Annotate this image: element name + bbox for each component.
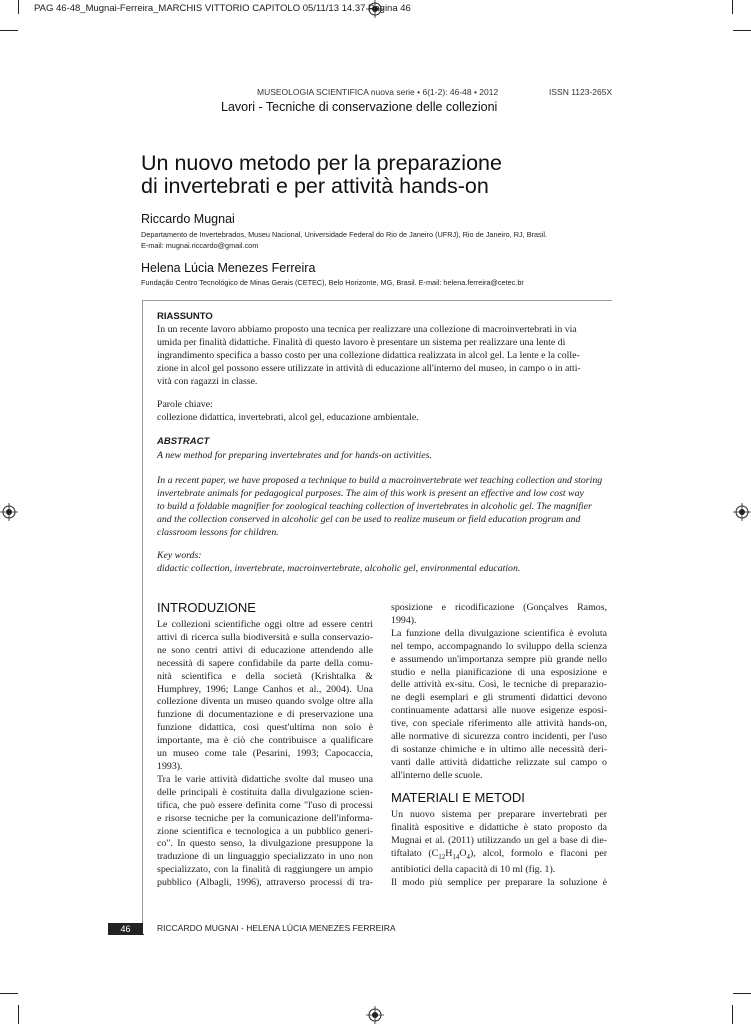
crop-mark bbox=[733, 993, 751, 994]
abstract-text: In a recent paper, we have proposed a technique to build a macroinvertebrate wet teaching collection and storing invertebrate animals for pedagogical purposes. The aim of this work is present an effective and low cost way to build a foldable magnifier for zoological teaching collection of invertebrates in alcoholic gel. The magnifier and the collection conserved in alcoholic gel can be used to realize museum or field education program and classroom lessons for children. bbox=[157, 475, 603, 538]
abstract-box-border bbox=[142, 300, 143, 582]
crop-mark bbox=[0, 30, 18, 31]
text-line: delle attività ex-situ. Così, le tecniche di preparazio- bbox=[391, 679, 607, 691]
text-line: pubblico (Albagli, 1996), attraverso processi di tra- bbox=[157, 877, 373, 889]
materiali-metodi-heading: MATERIALI E METODI bbox=[391, 790, 525, 805]
text-line: tive, con speciale riferimento alle attività hands-on, bbox=[391, 718, 607, 730]
footer-rule bbox=[108, 934, 144, 935]
section-heading: Lavori - Tecniche di conservazione delle collezioni bbox=[221, 100, 498, 114]
text-line: ne sono centri attivi di educazione attendendo alle bbox=[157, 644, 373, 656]
text-line: tifica, che può essere definita come "l'uso di processi bbox=[157, 799, 373, 811]
text-line: di sostanze chimiche e in ultimo alle necessità deri- bbox=[391, 743, 607, 755]
text-line: traduzione di un linguaggio specializzato in uno non bbox=[157, 851, 373, 863]
text-line: Humphrey, 1996; Lange Canhos et al., 2004). Una bbox=[157, 683, 373, 695]
abstract-subtitle: A new method for preparing invertebrates and for hands-on activities. bbox=[157, 450, 432, 461]
column-rule bbox=[142, 582, 143, 932]
text-line: necessità di sapere confidabile da parte della comu- bbox=[157, 657, 373, 669]
text-line: 1994). bbox=[391, 614, 417, 626]
text-line: sposizione e ricodificazione (Gonçalves Ramos, bbox=[391, 602, 607, 613]
introduzione-heading: INTRODUZIONE bbox=[157, 600, 256, 615]
materiali-metodi-text: Un nuovo sistema per preparare invertebrati per finalità espositive e didattiche è stato proposto da Mugnai et al. (2011) utilizzando un gel a base di die- tiftalato $(C_{12}H_{14}O_4)$, alcol, formolo e flaconi per antibiotici della capacità di 10 ml (fig. 1). Il modo più semplice per preparare la soluzione è bbox=[391, 809, 607, 888]
crop-mark bbox=[18, 0, 19, 14]
text-line: importante, ma è ciò che contribuisce a qualificare bbox=[157, 735, 373, 747]
journal-citation: MUSEOLOGIA SCIENTIFICA nuova serie • 6(1-2): 46-48 • 2012 bbox=[257, 87, 499, 97]
text-line: continuamente adattarsi alle nuove esigenze esposi- bbox=[391, 705, 607, 717]
text-line: Tra le varie attività didattiche svolte dal museo una bbox=[157, 773, 373, 785]
riassunto-text: In un recente lavoro abbiamo proposto una tecnica per realizzare una collezione di macroinvertebrati in via umida per finalità didattiche. Finalità di questo lavoro è presentare un sistema per realizzare una lente di ingrandimento specifica a basso costo per una collezione didattica realizzata in alcol gel. La lente e la colle- zione in alcol gel possono essere utilizzate in attività di educazione all'interno del museo, in campo o in atti- vità con ragazzi in classe. bbox=[157, 324, 581, 387]
title-line: Un nuovo metodo per la preparazione bbox=[141, 151, 502, 175]
text-line: un museo come tale (Pesarini, 1993; Capocaccia, bbox=[157, 748, 373, 760]
text-line: collezione diventa un museo quando svolge oltre alla bbox=[157, 696, 373, 708]
registration-mark-icon bbox=[0, 503, 18, 521]
text-line: studio e nella pianificazione di una esposizione e bbox=[391, 666, 607, 678]
running-footer: RICCARDO MUGNAI - HELENA LÚCIA MENEZES FERREIRA bbox=[157, 923, 396, 933]
text-line: Le collezioni scientifiche oggi oltre ad essere centri bbox=[157, 619, 373, 630]
author-name: Helena Lúcia Menezes Ferreira bbox=[141, 261, 316, 275]
author-affiliation: Departamento de Invertebrados, Museu Nacional, Universidade Federal do Rio de Janeiro (UFRJ), Rio de Janeiro, RJ, Brasil. E-mail: mugnai.riccardo@gmail.com bbox=[141, 230, 547, 250]
chemical-formula-line: tiftalato $(C_{12}H_{14}O_4)$, alcol, formolo e flaconi per bbox=[391, 847, 607, 861]
text-line: specializzato, con la finalità di raggiungere un ampio bbox=[157, 864, 373, 876]
text-line: e assumendo un'importanza sempre più grande nello bbox=[391, 653, 607, 665]
riassunto-keywords: Parole chiave: collezione didattica, invertebrati, alcol gel, educazione ambientale. bbox=[157, 399, 419, 423]
crop-mark bbox=[733, 30, 751, 31]
text-line: e risorse tecniche per la comunicazione dell'informa- bbox=[157, 812, 373, 824]
abstract-box-border bbox=[142, 300, 612, 301]
article-title bbox=[141, 152, 502, 198]
abstract-heading: ABSTRACT bbox=[157, 436, 210, 447]
text-line: ne degli esemplari e gli strumenti didattici devono bbox=[391, 692, 607, 704]
text-line: vanti dalle attività didattiche relizzate sul campo o bbox=[391, 756, 607, 768]
crop-mark bbox=[18, 1005, 19, 1024]
author-affiliation: Fundação Centro Tecnológico de Minas Gerais (CETEC), Belo Horizonte, MG, Brasil. E-mail: helena.ferreira@cetec.br bbox=[141, 278, 524, 287]
text-line: funzione di documentazione e di preservazione una bbox=[157, 709, 373, 721]
title-line: di invertebrati e per attività hands-on bbox=[141, 174, 489, 198]
text-line: 1993). bbox=[157, 760, 183, 772]
author-name: Riccardo Mugnai bbox=[141, 212, 235, 226]
text-line: delle principali è costituita dalla divulgazione scien- bbox=[157, 786, 373, 798]
text-line: nità scientifica e della società (Krishtalka & bbox=[157, 670, 373, 682]
issn: ISSN 1123-265X bbox=[549, 87, 613, 97]
abstract-keywords: Key words: didactic collection, invertebrate, macroinvertebrate, alcoholic gel, environmental education. bbox=[157, 550, 521, 574]
crop-mark bbox=[732, 0, 733, 14]
text-line: zione scientifica e tecnologica a un pubblico generi- bbox=[157, 825, 373, 837]
page-number: 46 bbox=[108, 923, 143, 935]
riassunto-heading: RIASSUNTO bbox=[157, 311, 213, 322]
introduzione-text bbox=[157, 619, 373, 890]
text-line: co". In questo senso, la divulgazione presuppone la bbox=[157, 838, 373, 850]
print-slug: PAG 46-48_Mugnai-Ferreira_MARCHIS VITTORIO CAPITOLO 05/11/13 14.37 Pagina 46 bbox=[34, 3, 411, 14]
crop-mark bbox=[0, 993, 18, 994]
right-column-text bbox=[391, 602, 607, 783]
text-line: nel tempo, accompagnando lo sviluppo della scienza bbox=[391, 640, 607, 652]
text-line: alle normative di sicurezza contro incidenti, per l'uso bbox=[391, 731, 607, 743]
crop-mark bbox=[732, 1005, 733, 1024]
registration-mark-icon bbox=[366, 1006, 384, 1024]
registration-mark-icon bbox=[733, 503, 751, 521]
text-line: attivi di ricerca sulla biodiversità e sulla conservazio- bbox=[157, 631, 373, 643]
text-line: La funzione della divulgazione scientifica è evoluta bbox=[391, 627, 607, 639]
text-line: funzione didattica, così quest'ultima non solo è bbox=[157, 722, 373, 734]
text-line: all'interno delle scuole. bbox=[391, 769, 483, 781]
